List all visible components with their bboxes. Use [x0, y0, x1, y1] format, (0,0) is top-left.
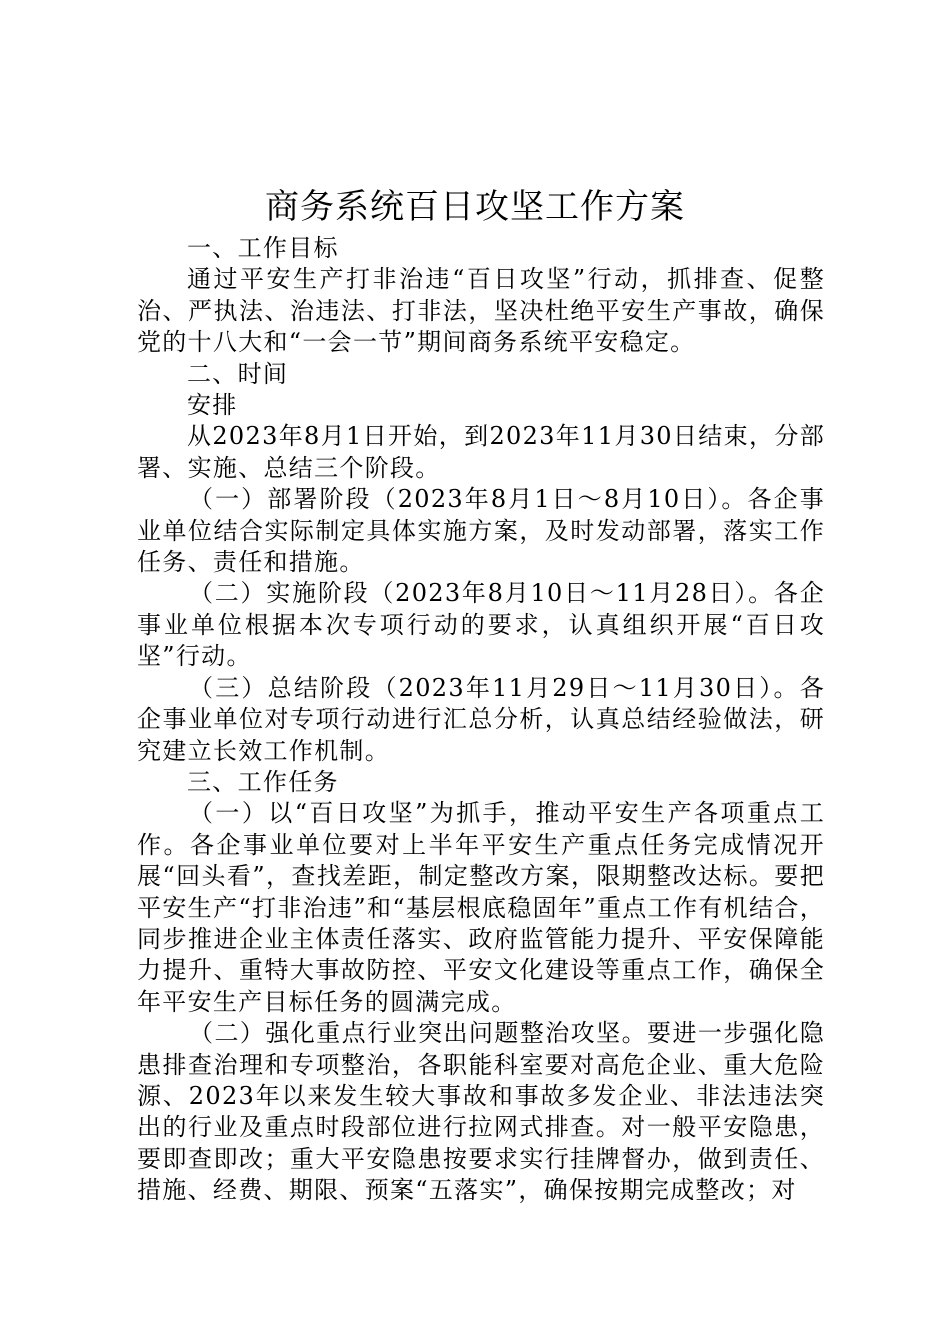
- section-heading-goal: 一、工作目标: [187, 234, 339, 262]
- paragraph-goal: 通过平安生产打非治违“百日攻坚”行动，抓排查、促整治、严执法、治违法、打非法，坚决杜绝平安生产事故，确保党的十八大和“一会一节”期间商务系统平安稳定。: [137, 265, 825, 357]
- section-heading-time: 二、时间: [187, 359, 289, 388]
- paragraph-phase-summary: （三）总结阶段（2023年11月29日～11月30日）。各企事业单位对专项行动进行汇总分析，认真总结经验做法，研究建立长效工作机制。: [137, 673, 825, 765]
- paragraph-phase-implement: （二）实施阶段（2023年8月10日～11月28日）。各企事业单位根据本次专项行动的要求，认真组织开展“百日攻坚”行动。: [137, 579, 825, 671]
- paragraph-task-2: （二）强化重点行业突出问题整治攻坚。要进一步强化隐患排查治理和专项整治，各职能科室要对高危企业、重大危险源、2023年以来发生较大事故和事故多发企业、非法违法突出的行业及重点时段部位进行拉网式排查。对一般平安隐患，要即查即改；重大平安隐患按要求实行挂牌督办，做到责任、措施、经费、期限、预案“五落实”，确保按期完成整改；对: [137, 1019, 825, 1205]
- paragraph-schedule: 从2023年8月1日开始，到2023年11月30日结束，分部署、实施、总结三个阶段。: [137, 422, 825, 482]
- section-heading-arrangement: 安排: [187, 391, 238, 420]
- paragraph-task-1: （一）以“百日攻坚”为抓手，推动平安生产各项重点工作。各企事业单位要对上半年平安生产重点任务完成情况开展“回头看”，查找差距，制定整改方案，限期整改达标。要把平安生产“打非治违”和“基层根底稳固年”重点工作有机结合，同步推进企业主体责任落实、政府监管能力提升、平安保障能力提升、重特大事故防控、平安文化建设等重点工作，确保全年平安生产目标任务的圆满完成。: [137, 799, 825, 1016]
- paragraph-phase-deploy: （一）部署阶段（2023年8月1日～8月10日）。各企事业单位结合实际制定具体实施方案，及时发动部署，落实工作任务、责任和措施。: [137, 485, 825, 577]
- document-body: [137, 233, 825, 1207]
- section-heading-tasks: 三、工作任务: [187, 767, 339, 796]
- document-title: 商务系统百日攻坚工作方案: [265, 187, 685, 227]
